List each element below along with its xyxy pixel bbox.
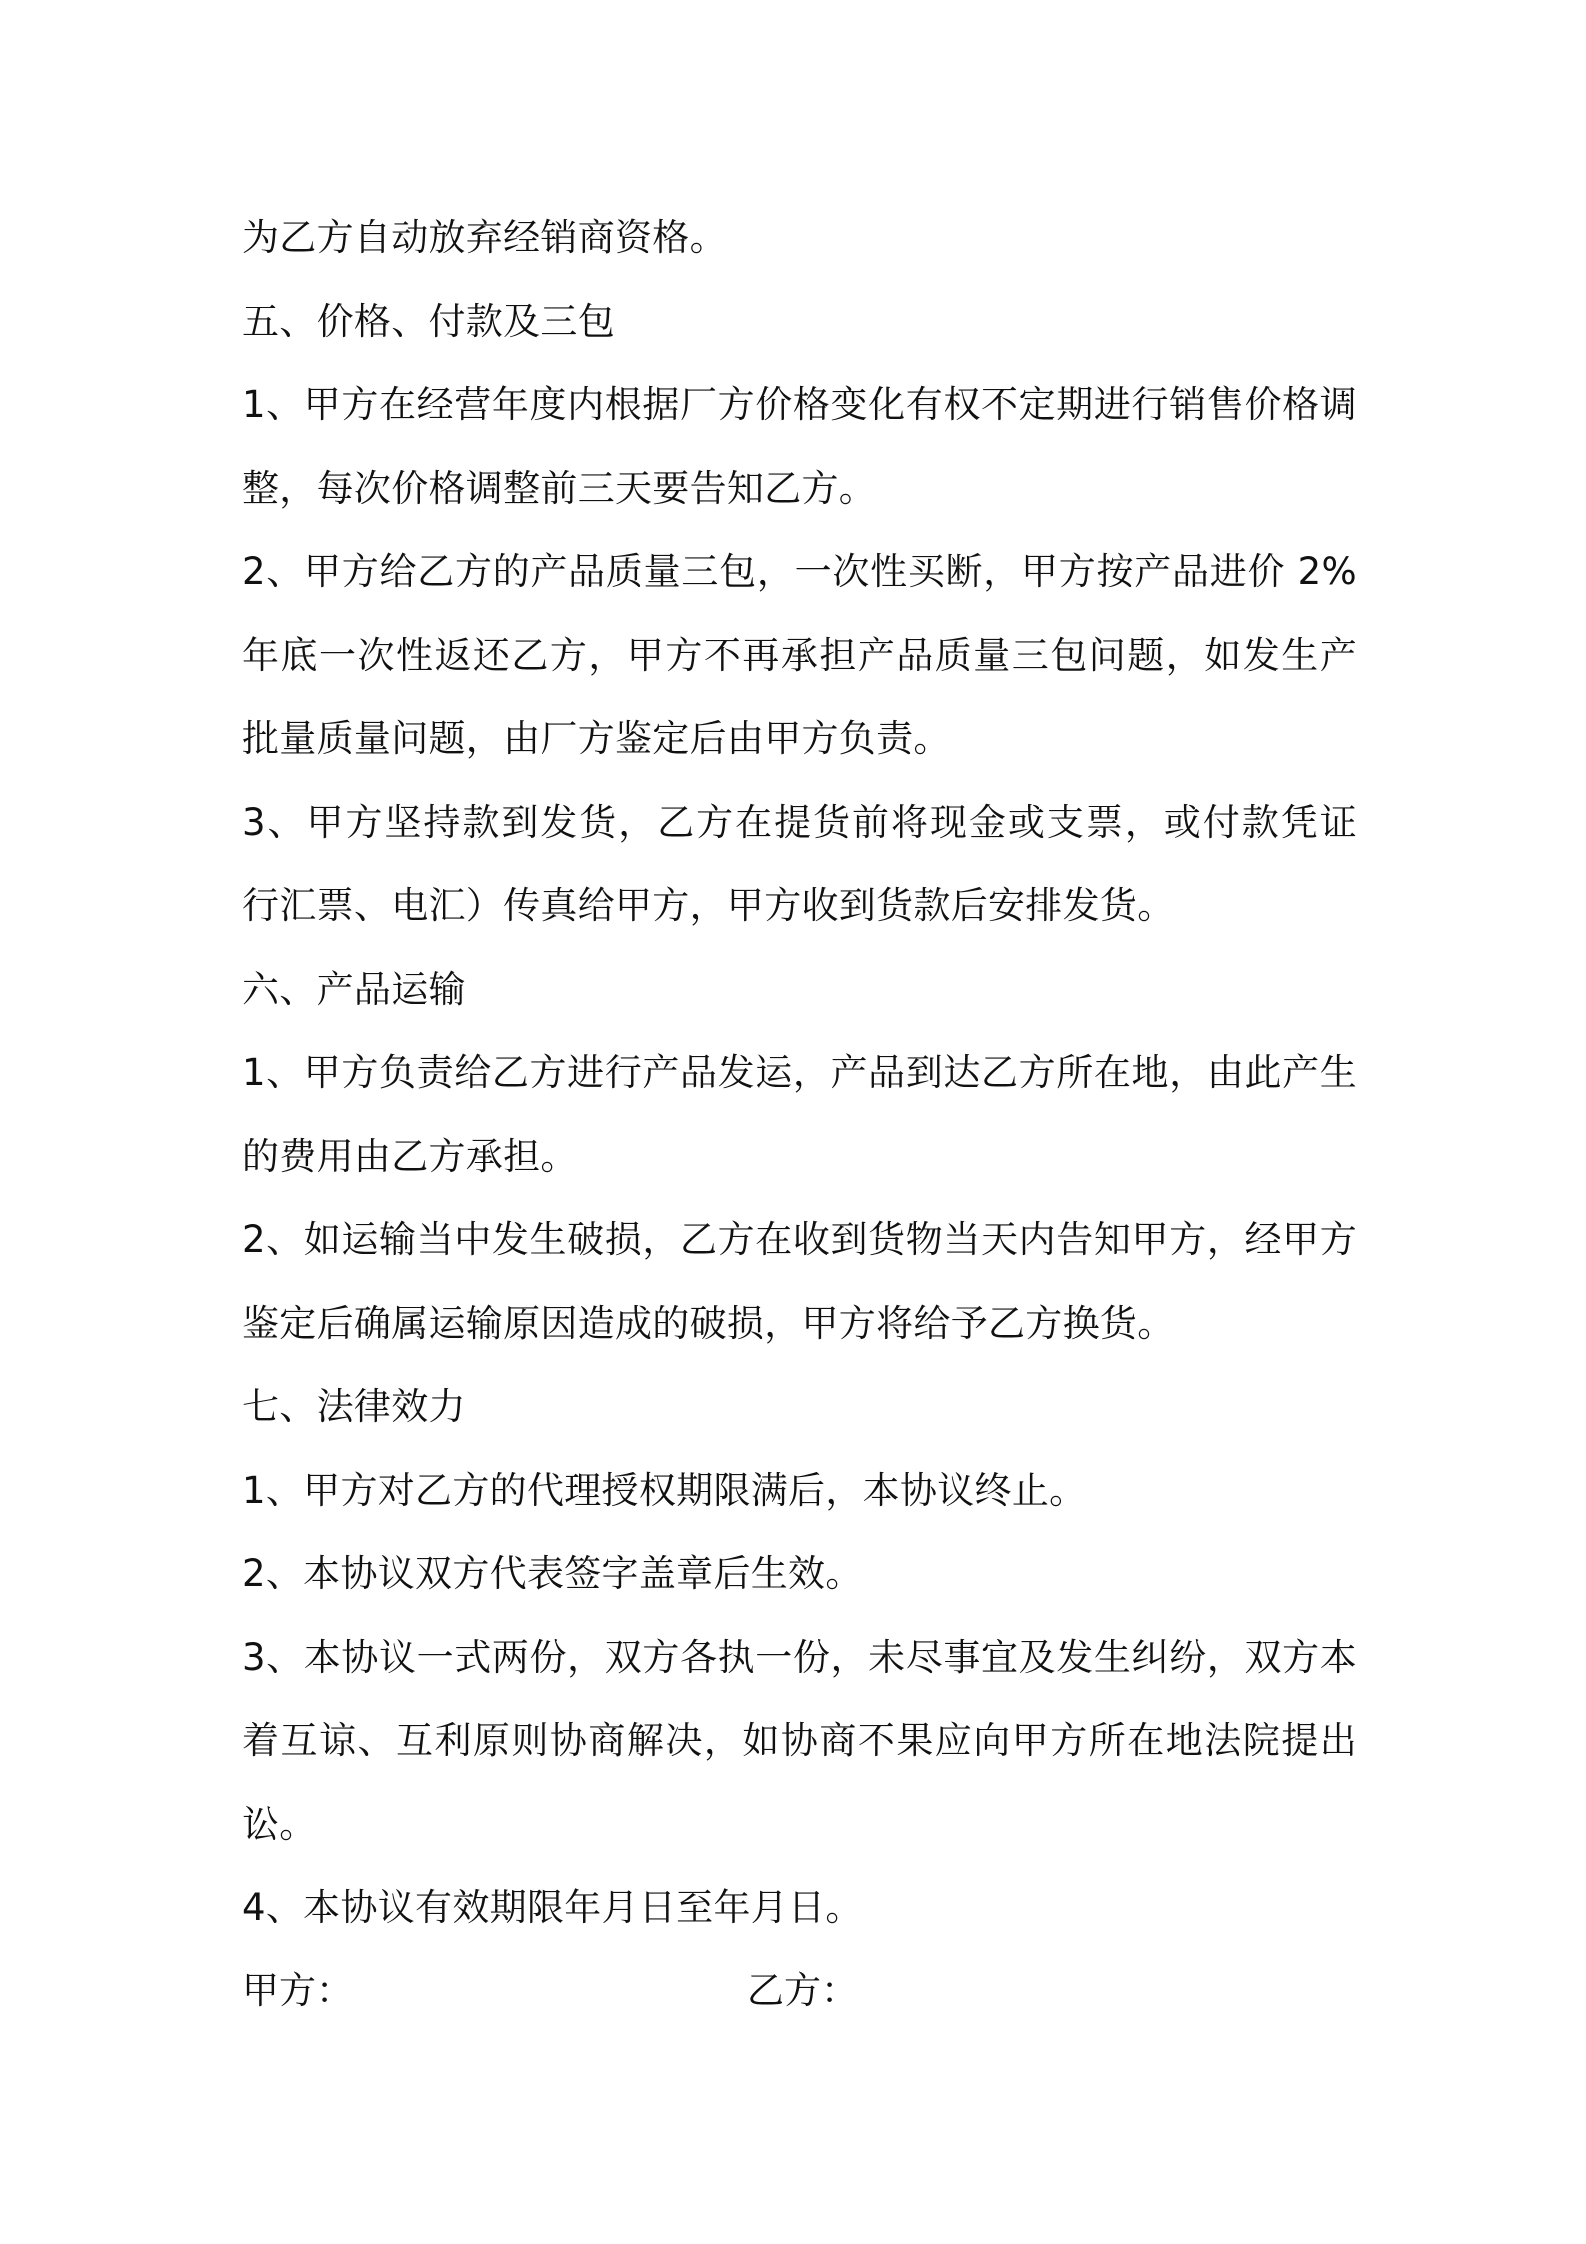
text-line: 1、甲方在经营年度内根据厂方价格变化有权不定期进行销售价格调: [242, 383, 1357, 426]
text-line: 为乙方自动放弃经销商资格。: [242, 216, 727, 259]
text-line: 1、甲方负责给乙方进行产品发运，产品到达乙方所在地，由此产生: [242, 1051, 1357, 1094]
text-line: 行汇票、电汇）传真给甲方，甲方收到货款后安排发货。: [242, 884, 1175, 927]
section-heading-legal-effect: 七、法律效力: [242, 1385, 466, 1428]
signature-party-a-label: 甲方：: [242, 1969, 353, 2012]
text-line: 鉴定后确属运输原因造成的破损，甲方将给予乙方换货。: [242, 1301, 1175, 1345]
text-line: 3、甲方坚持款到发货，乙方在提货前将现金或支票，或付款凭证: [242, 800, 1357, 844]
section-heading-transport: 六、产品运输: [242, 967, 466, 1011]
text-line: 1、甲方对乙方的代理授权期限满后，本协议终止。: [242, 1468, 1087, 1512]
text-line: 2、甲方给乙方的产品质量三包，一次性买断，甲方按产品进价 2%: [242, 550, 1357, 593]
text-line: 批量质量问题，由厂方鉴定后由甲方负责。: [242, 717, 951, 760]
text-line: 2、本协议双方代表签字盖章后生效。: [242, 1552, 863, 1595]
text-line: 讼。: [242, 1802, 317, 1846]
signature-party-b-label: 乙方：: [747, 1969, 858, 2012]
text-line: 整，每次价格调整前三天要告知乙方。: [242, 466, 877, 510]
text-line: 的费用由乙方承担。: [242, 1134, 578, 1178]
text-line: 2、如运输当中发生破损，乙方在收到货物当天内告知甲方，经甲方: [242, 1218, 1357, 1261]
document-body: [242, 196, 1357, 1950]
text-line: 着互谅、互利原则协商解决，如协商不果应向甲方所在地法院提出: [242, 1719, 1357, 1762]
section-heading-price-payment: 五、价格、付款及三包: [242, 299, 615, 343]
signature-block: [242, 1949, 1357, 2033]
text-line: 4、本协议有效期限年月日至年月日。: [242, 1886, 863, 1929]
text-line: 3、本协议一式两份，双方各执一份，未尽事宜及发生纠纷，双方本: [242, 1635, 1357, 1679]
text-line: 年底一次性返还乙方，甲方不再承担产品质量三包问题，如发生产: [242, 633, 1357, 677]
